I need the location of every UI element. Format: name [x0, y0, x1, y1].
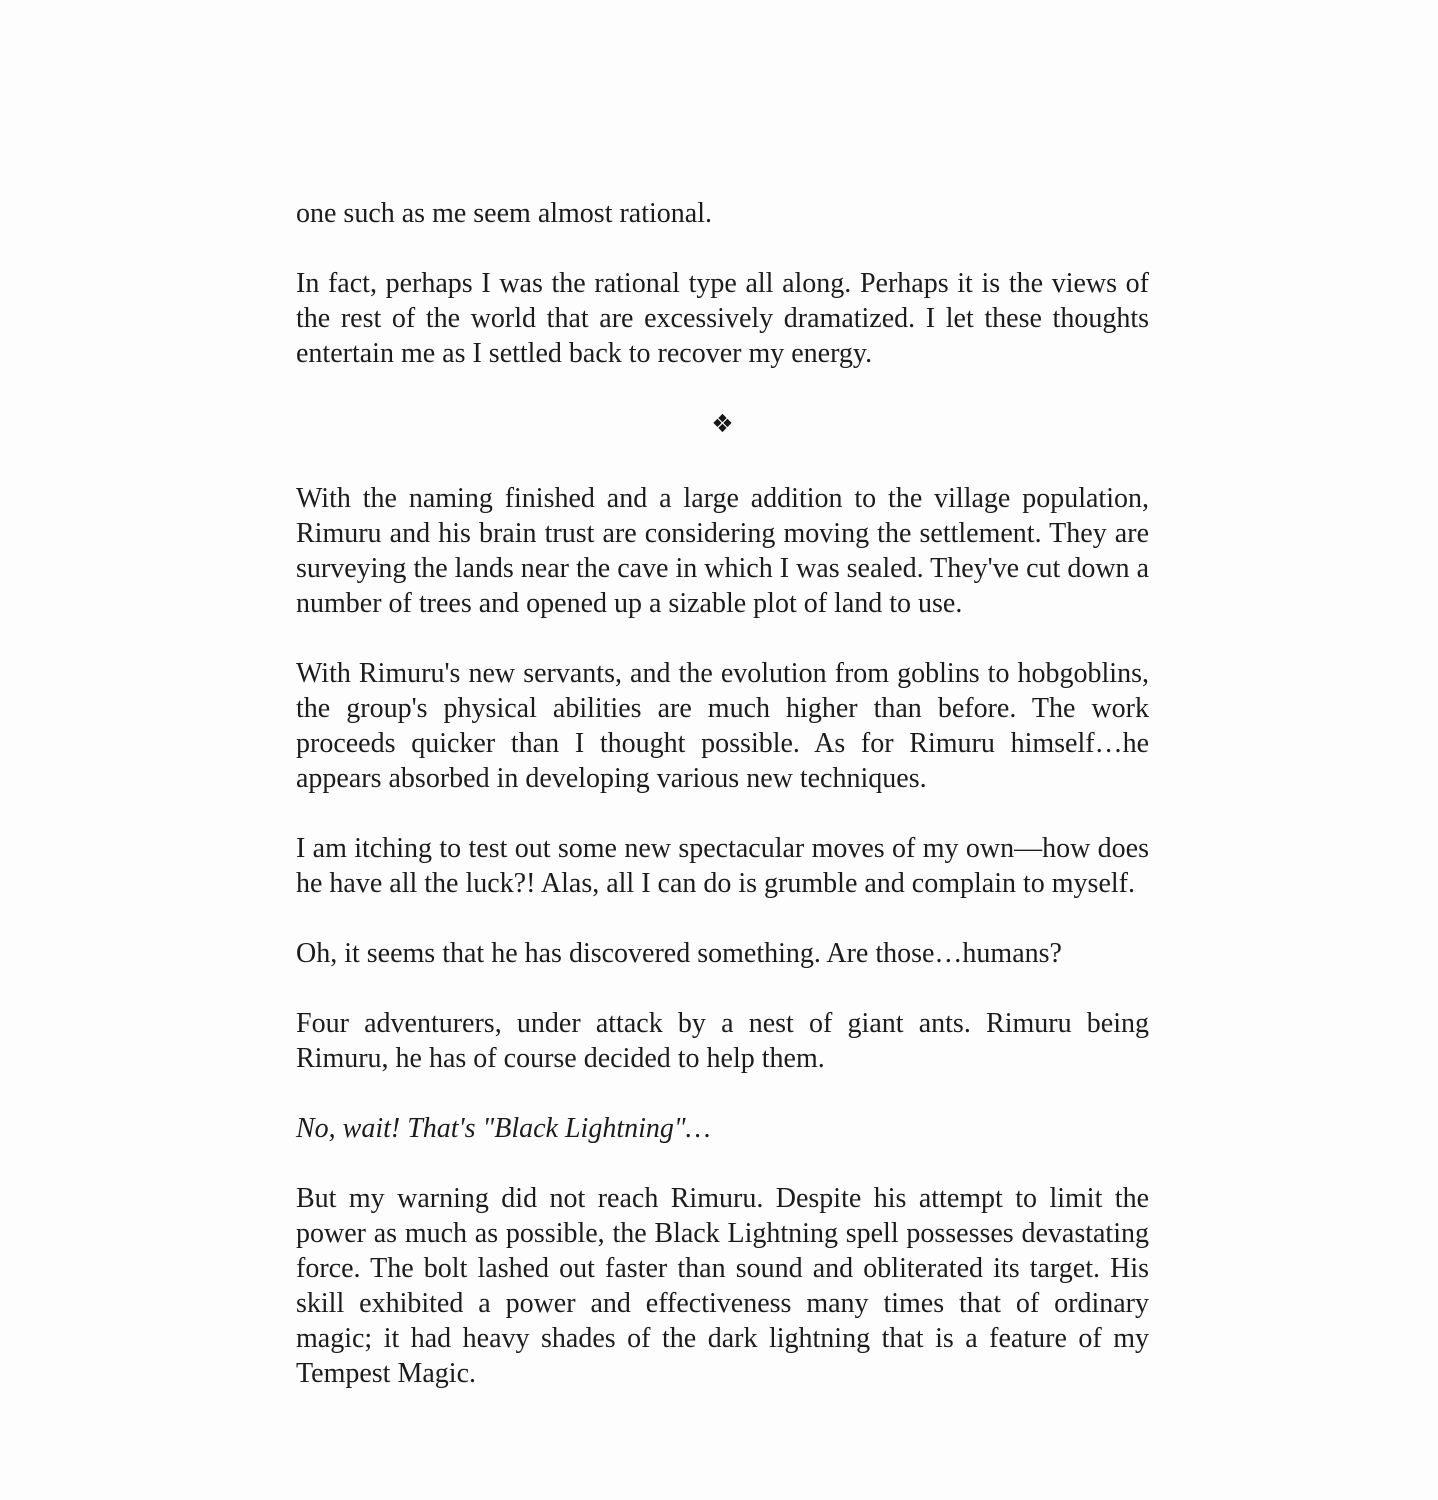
page-text-block	[296, 196, 1149, 1391]
paragraph: In fact, perhaps I was the rational type all along. Perhaps it is the views of the rest of the world that are excessively dramatized. I let these thoughts entertain me as I settled back to recover my energy.	[296, 268, 1149, 369]
section-divider-ornament: ❖	[711, 409, 734, 438]
paragraph: one such as me seem almost rational.	[296, 198, 712, 229]
paragraph: Four adventurers, under attack by a nest of giant ants. Rimuru being Rimuru, he has of course decided to help them.	[296, 1008, 1149, 1074]
paragraph: I am itching to test out some new spectacular moves of my own—how does he have all the luck?! Alas, all I can do is grumble and complain to myself.	[296, 833, 1149, 899]
paragraph: With the naming finished and a large addition to the village population, Rimuru and his brain trust are considering moving the settlement. They are surveying the lands near the cave in which I was sealed. They've cut down a number of trees and opened up a sizable plot of land to use.	[296, 483, 1149, 619]
paragraph-italic-inner-voice: No, wait! That's "Black Lightning"…	[296, 1113, 711, 1144]
paragraph: Oh, it seems that he has discovered something. Are those…humans?	[296, 938, 1062, 969]
paragraph: With Rimuru's new servants, and the evolution from goblins to hobgoblins, the group's physical abilities are much higher than before. The work proceeds quicker than I thought possible. As for Rimuru himself…he appears absorbed in developing various new techniques.	[296, 658, 1149, 794]
paragraph: But my warning did not reach Rimuru. Despite his attempt to limit the power as much as possible, the Black Lightning spell possesses devastating force. The bolt lashed out faster than sound and obliterated its target. His skill exhibited a power and effectiveness many times that of ordinary magic; it had heavy shades of the dark lightning that is a feature of my Tempest Magic.	[296, 1183, 1149, 1389]
